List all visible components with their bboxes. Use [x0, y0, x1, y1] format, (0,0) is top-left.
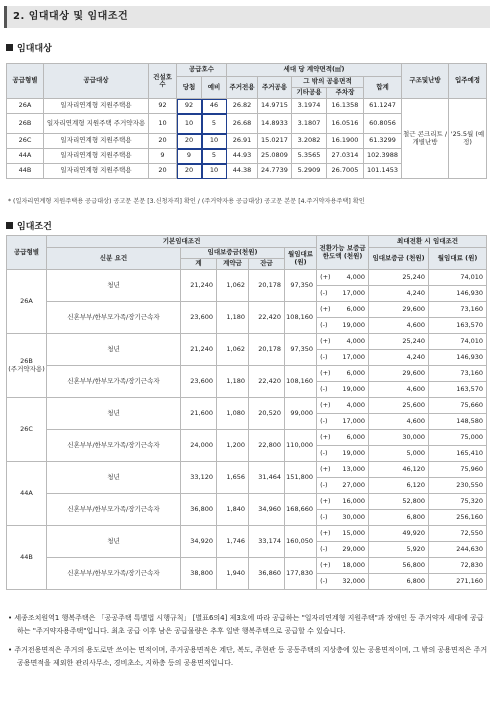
- table-row: [7, 366, 487, 382]
- table-row: 44B 일자리연계형 지원주택용 20 20 10 44.38 24.7739 5.2909 26.7005 101.1453: [7, 164, 487, 179]
- rent-cell: 97,350: [285, 334, 317, 366]
- convert-limit: 4,000: [333, 398, 369, 414]
- rental-conditions-heading: 임대조건: [6, 219, 52, 232]
- deposit-sum-cell: 34,920: [181, 526, 217, 558]
- balance-cell: 22,800: [249, 430, 285, 462]
- convert-limit: 6,000: [333, 366, 369, 382]
- max-deposit-cell: 29,600: [369, 366, 429, 382]
- convert-sign: (+): [317, 398, 333, 414]
- convert-limit: 13,000: [333, 462, 369, 478]
- table-row: [7, 494, 487, 510]
- convert-limit: 32,000: [333, 574, 369, 590]
- status-cell: 청년: [47, 270, 181, 302]
- deposit-sum-cell: 24,000: [181, 430, 217, 462]
- contract-cell: 1,062: [217, 334, 249, 366]
- header-type: 공급형별: [7, 236, 47, 270]
- header-resident-common: 주거공용: [258, 77, 292, 99]
- balance-cell: 20,178: [249, 270, 285, 302]
- convert-limit: 17,000: [333, 350, 369, 366]
- header-rent: 월임대료(원): [285, 248, 317, 270]
- rent-cell: 108,160: [285, 302, 317, 334]
- balance-cell: 33,174: [249, 526, 285, 558]
- deposit-sum-cell: 38,800: [181, 558, 217, 590]
- square-bullet-icon: [6, 222, 13, 229]
- header-target: 공급대상: [44, 64, 149, 99]
- convert-limit: 17,000: [333, 414, 369, 430]
- max-deposit-cell: 6,120: [369, 478, 429, 494]
- max-rent-cell: 75,320: [429, 494, 487, 510]
- convert-limit: 18,000: [333, 558, 369, 574]
- convert-limit: 4,000: [333, 270, 369, 286]
- convert-sign: (-): [317, 318, 333, 334]
- max-rent-cell: 72,830: [429, 558, 487, 574]
- max-rent-cell: 74,010: [429, 270, 487, 286]
- status-cell: 신혼부부/한부모가족/장기근속자: [47, 430, 181, 462]
- header-status: 신분 요건: [47, 248, 181, 270]
- header-max-deposit: 임대보증금 (천원): [369, 248, 429, 270]
- convert-limit: 16,000: [333, 494, 369, 510]
- convert-limit: 19,000: [333, 318, 369, 334]
- header-sum: 계: [181, 259, 217, 270]
- max-deposit-cell: 30,000: [369, 430, 429, 446]
- deposit-sum-cell: 23,600: [181, 302, 217, 334]
- table-row: [7, 302, 487, 318]
- rent-cell: 99,000: [285, 398, 317, 430]
- type-cell: 26B (주거약자용): [7, 334, 47, 398]
- convert-sign: (-): [317, 382, 333, 398]
- max-rent-cell: 146,930: [429, 350, 487, 366]
- convert-limit: 29,000: [333, 542, 369, 558]
- deposit-sum-cell: 21,240: [181, 270, 217, 302]
- convert-sign: (+): [317, 526, 333, 542]
- status-cell: 청년: [47, 398, 181, 430]
- balance-cell: 31,464: [249, 462, 285, 494]
- deposit-sum-cell: 33,120: [181, 462, 217, 494]
- convert-limit: 6,000: [333, 430, 369, 446]
- header-resident-use: 주거전용: [227, 77, 258, 99]
- contract-cell: 1,180: [217, 302, 249, 334]
- max-rent-cell: 148,580: [429, 414, 487, 430]
- type-cell: 26C: [7, 398, 47, 462]
- table-row: 26C 일자리연계형 지원주택용 20 20 10 26.91 15.0217 3.2082 16.1900 61.3299: [7, 134, 487, 149]
- max-deposit-cell: 5,000: [369, 446, 429, 462]
- contract-cell: 1,180: [217, 366, 249, 398]
- convert-sign: (-): [317, 478, 333, 494]
- max-rent-cell: 72,550: [429, 526, 487, 542]
- contract-cell: 1,746: [217, 526, 249, 558]
- contract-cell: 1,200: [217, 430, 249, 462]
- contract-cell: 1,080: [217, 398, 249, 430]
- convert-sign: (+): [317, 366, 333, 382]
- max-deposit-cell: 4,240: [369, 286, 429, 302]
- max-rent-cell: 163,570: [429, 382, 487, 398]
- convert-limit: 30,000: [333, 510, 369, 526]
- convert-sign: (+): [317, 302, 333, 318]
- convert-limit: 27,000: [333, 478, 369, 494]
- deposit-sum-cell: 21,600: [181, 398, 217, 430]
- max-deposit-cell: 29,600: [369, 302, 429, 318]
- max-deposit-cell: 4,600: [369, 382, 429, 398]
- header-basic: 기본임대조건: [47, 236, 317, 248]
- header-other-common: 기타공용: [292, 88, 327, 99]
- convert-limit: 15,000: [333, 526, 369, 542]
- header-supply-units: 공급호수: [177, 64, 227, 77]
- header-area-total: 합계: [364, 77, 402, 99]
- max-deposit-cell: 46,120: [369, 462, 429, 478]
- header-reserve: 예비: [202, 77, 227, 99]
- table-row: 26B 일자리연계형 지원주택 주거약자용 10 10 5 26.68 14.8933 3.1807 16.0516 60.8056: [7, 114, 487, 134]
- max-rent-cell: 165,410: [429, 446, 487, 462]
- header-structure: 구조및난방: [402, 64, 449, 99]
- convert-sign: (+): [317, 494, 333, 510]
- balance-cell: 34,960: [249, 494, 285, 526]
- convert-limit: 19,000: [333, 446, 369, 462]
- convert-limit: 17,000: [333, 286, 369, 302]
- header-area-per-unit: 세대 당 계약면적(㎡): [227, 64, 402, 77]
- convert-sign: (-): [317, 574, 333, 590]
- convert-sign: (+): [317, 462, 333, 478]
- status-cell: 청년: [47, 526, 181, 558]
- move-in-value: '25.5월 (예정): [449, 99, 487, 179]
- max-deposit-cell: 5,920: [369, 542, 429, 558]
- header-deposit: 임대보증금(천원): [181, 248, 285, 259]
- max-rent-cell: 73,160: [429, 366, 487, 382]
- max-deposit-cell: 6,800: [369, 510, 429, 526]
- header-max-rent: 월임대료 (원): [429, 248, 487, 270]
- convert-limit: 19,000: [333, 382, 369, 398]
- max-rent-cell: 163,570: [429, 318, 487, 334]
- note-item: • 세종조치원역1 행복주택은 「공공주택 특별법 시행규칙」 [별표6의4] 제3호에 따라 공급하는 "일자리연계형 지원주택"과 장애인 등 주거약자 세대에 공급하는 "주거약자용주택"입니다. 최초 공급 이후 남은 공급물량은 추후 일반 행복주택으로 공급할 수 있습니다.: [8, 614, 484, 635]
- deposit-sum-cell: 21,240: [181, 334, 217, 366]
- deposit-sum-cell: 36,800: [181, 494, 217, 526]
- convert-sign: (-): [317, 446, 333, 462]
- deposit-sum-cell: 23,600: [181, 366, 217, 398]
- rent-cell: 110,000: [285, 430, 317, 462]
- structure-value: 철근 콘크리트 / 개별난방: [402, 99, 449, 179]
- header-max-convert: 최대전환 시 임대조건: [369, 236, 487, 248]
- max-deposit-cell: 4,600: [369, 318, 429, 334]
- max-deposit-cell: 4,240: [369, 350, 429, 366]
- convert-sign: (+): [317, 558, 333, 574]
- convert-sign: (+): [317, 430, 333, 446]
- convert-sign: (+): [317, 270, 333, 286]
- convert-sign: (+): [317, 334, 333, 350]
- contract-cell: 1,062: [217, 270, 249, 302]
- header-winner: 당첨: [177, 77, 202, 99]
- balance-cell: 36,860: [249, 558, 285, 590]
- header-built-units: 건설호수: [149, 64, 177, 99]
- header-contract: 계약금: [217, 259, 249, 270]
- convert-sign: (-): [317, 286, 333, 302]
- max-rent-cell: 146,930: [429, 286, 487, 302]
- status-cell: 청년: [47, 334, 181, 366]
- balance-cell: 22,420: [249, 366, 285, 398]
- square-bullet-icon: [6, 44, 13, 51]
- rent-cell: 168,660: [285, 494, 317, 526]
- status-cell: 신혼부부/한부모가족/장기근속자: [47, 494, 181, 526]
- status-cell: 청년: [47, 462, 181, 494]
- contract-cell: 1,840: [217, 494, 249, 526]
- status-cell: 신혼부부/한부모가족/장기근속자: [47, 302, 181, 334]
- type-cell: 26A: [7, 270, 47, 334]
- rent-cell: 108,160: [285, 366, 317, 398]
- max-rent-cell: 230,550: [429, 478, 487, 494]
- notes: [8, 612, 488, 676]
- convert-limit: 6,000: [333, 302, 369, 318]
- type-cell: 44A: [7, 462, 47, 526]
- max-rent-cell: 75,000: [429, 430, 487, 446]
- rental-conditions-table: [6, 235, 487, 590]
- note-item: • 주거전용면적은 주거의 용도로만 쓰이는 면적이며, 주거공용면적은 계단, 복도, 주현관 등 공동주택의 지상층에 있는 공용면적이며, 그 밖의 공용면적은 주거공용면적을 제외한 관리사무소, 경비초소, 지하층 등의 공용면적입니다.: [8, 646, 488, 667]
- header-move-in: 입주예정: [449, 64, 487, 99]
- convert-sign: (-): [317, 510, 333, 526]
- max-deposit-cell: 25,240: [369, 334, 429, 350]
- balance-cell: 20,178: [249, 334, 285, 366]
- rent-cell: 151,800: [285, 462, 317, 494]
- max-rent-cell: 256,160: [429, 510, 487, 526]
- convert-sign: (-): [317, 414, 333, 430]
- contract-cell: 1,656: [217, 462, 249, 494]
- table-row: [7, 270, 487, 286]
- max-rent-cell: 75,660: [429, 398, 487, 414]
- max-rent-cell: 75,960: [429, 462, 487, 478]
- table-row: [7, 398, 487, 414]
- rent-cell: 177,830: [285, 558, 317, 590]
- contract-cell: 1,940: [217, 558, 249, 590]
- header-parking: 주차장: [327, 88, 364, 99]
- table-row: [7, 462, 487, 478]
- header-balance: 잔금: [249, 259, 285, 270]
- convert-sign: (-): [317, 350, 333, 366]
- balance-cell: 20,520: [249, 398, 285, 430]
- section-title: 2. 임대대상 및 임대조건: [4, 6, 490, 28]
- header-convert-limit: 전환가능 보증금 한도액 (천원): [317, 236, 369, 270]
- convert-sign: (-): [317, 542, 333, 558]
- max-deposit-cell: 25,240: [369, 270, 429, 286]
- table-row: 44A 일자리연계형 지원주택용 9 9 5 44.93 25.0809 5.3565 27.0314 102.3988: [7, 149, 487, 164]
- status-cell: 신혼부부/한부모가족/장기근속자: [47, 366, 181, 398]
- table-row: [7, 558, 487, 574]
- rent-cell: 160,050: [285, 526, 317, 558]
- type-cell: 44B: [7, 526, 47, 590]
- max-rent-cell: 73,160: [429, 302, 487, 318]
- convert-limit: 4,000: [333, 334, 369, 350]
- table-row: [7, 430, 487, 446]
- table-row: 26A 일자리연계형 지원주택용 92 92 46 26.82 14.9715 3.1974 16.1358 61.1247 철근 콘크리트 / 개별난방 '25.5월 (예정): [7, 99, 487, 114]
- table-row: [7, 526, 487, 542]
- max-deposit-cell: 52,800: [369, 494, 429, 510]
- max-deposit-cell: 4,600: [369, 414, 429, 430]
- max-deposit-cell: 6,800: [369, 574, 429, 590]
- max-rent-cell: 244,630: [429, 542, 487, 558]
- targets-footnote: * (일자리연계형 지원주택용 공급대상) 공고문 본문 [3.신청자격] 확인 / (주거약자용 공급대상) 공고문 본문 [4.주거약자용주택] 확인: [8, 198, 365, 205]
- header-other-common-group: 그 밖의 공용면적: [292, 77, 364, 88]
- max-deposit-cell: 56,800: [369, 558, 429, 574]
- table-row: [7, 334, 487, 350]
- rental-targets-table: [6, 63, 487, 179]
- header-type: 공급형별: [7, 64, 44, 99]
- status-cell: 신혼부부/한부모가족/장기근속자: [47, 558, 181, 590]
- max-rent-cell: 271,160: [429, 574, 487, 590]
- max-deposit-cell: 49,920: [369, 526, 429, 542]
- rental-targets-heading: 임대대상: [6, 41, 52, 54]
- balance-cell: 22,420: [249, 302, 285, 334]
- max-rent-cell: 74,010: [429, 334, 487, 350]
- max-deposit-cell: 25,600: [369, 398, 429, 414]
- rent-cell: 97,350: [285, 270, 317, 302]
